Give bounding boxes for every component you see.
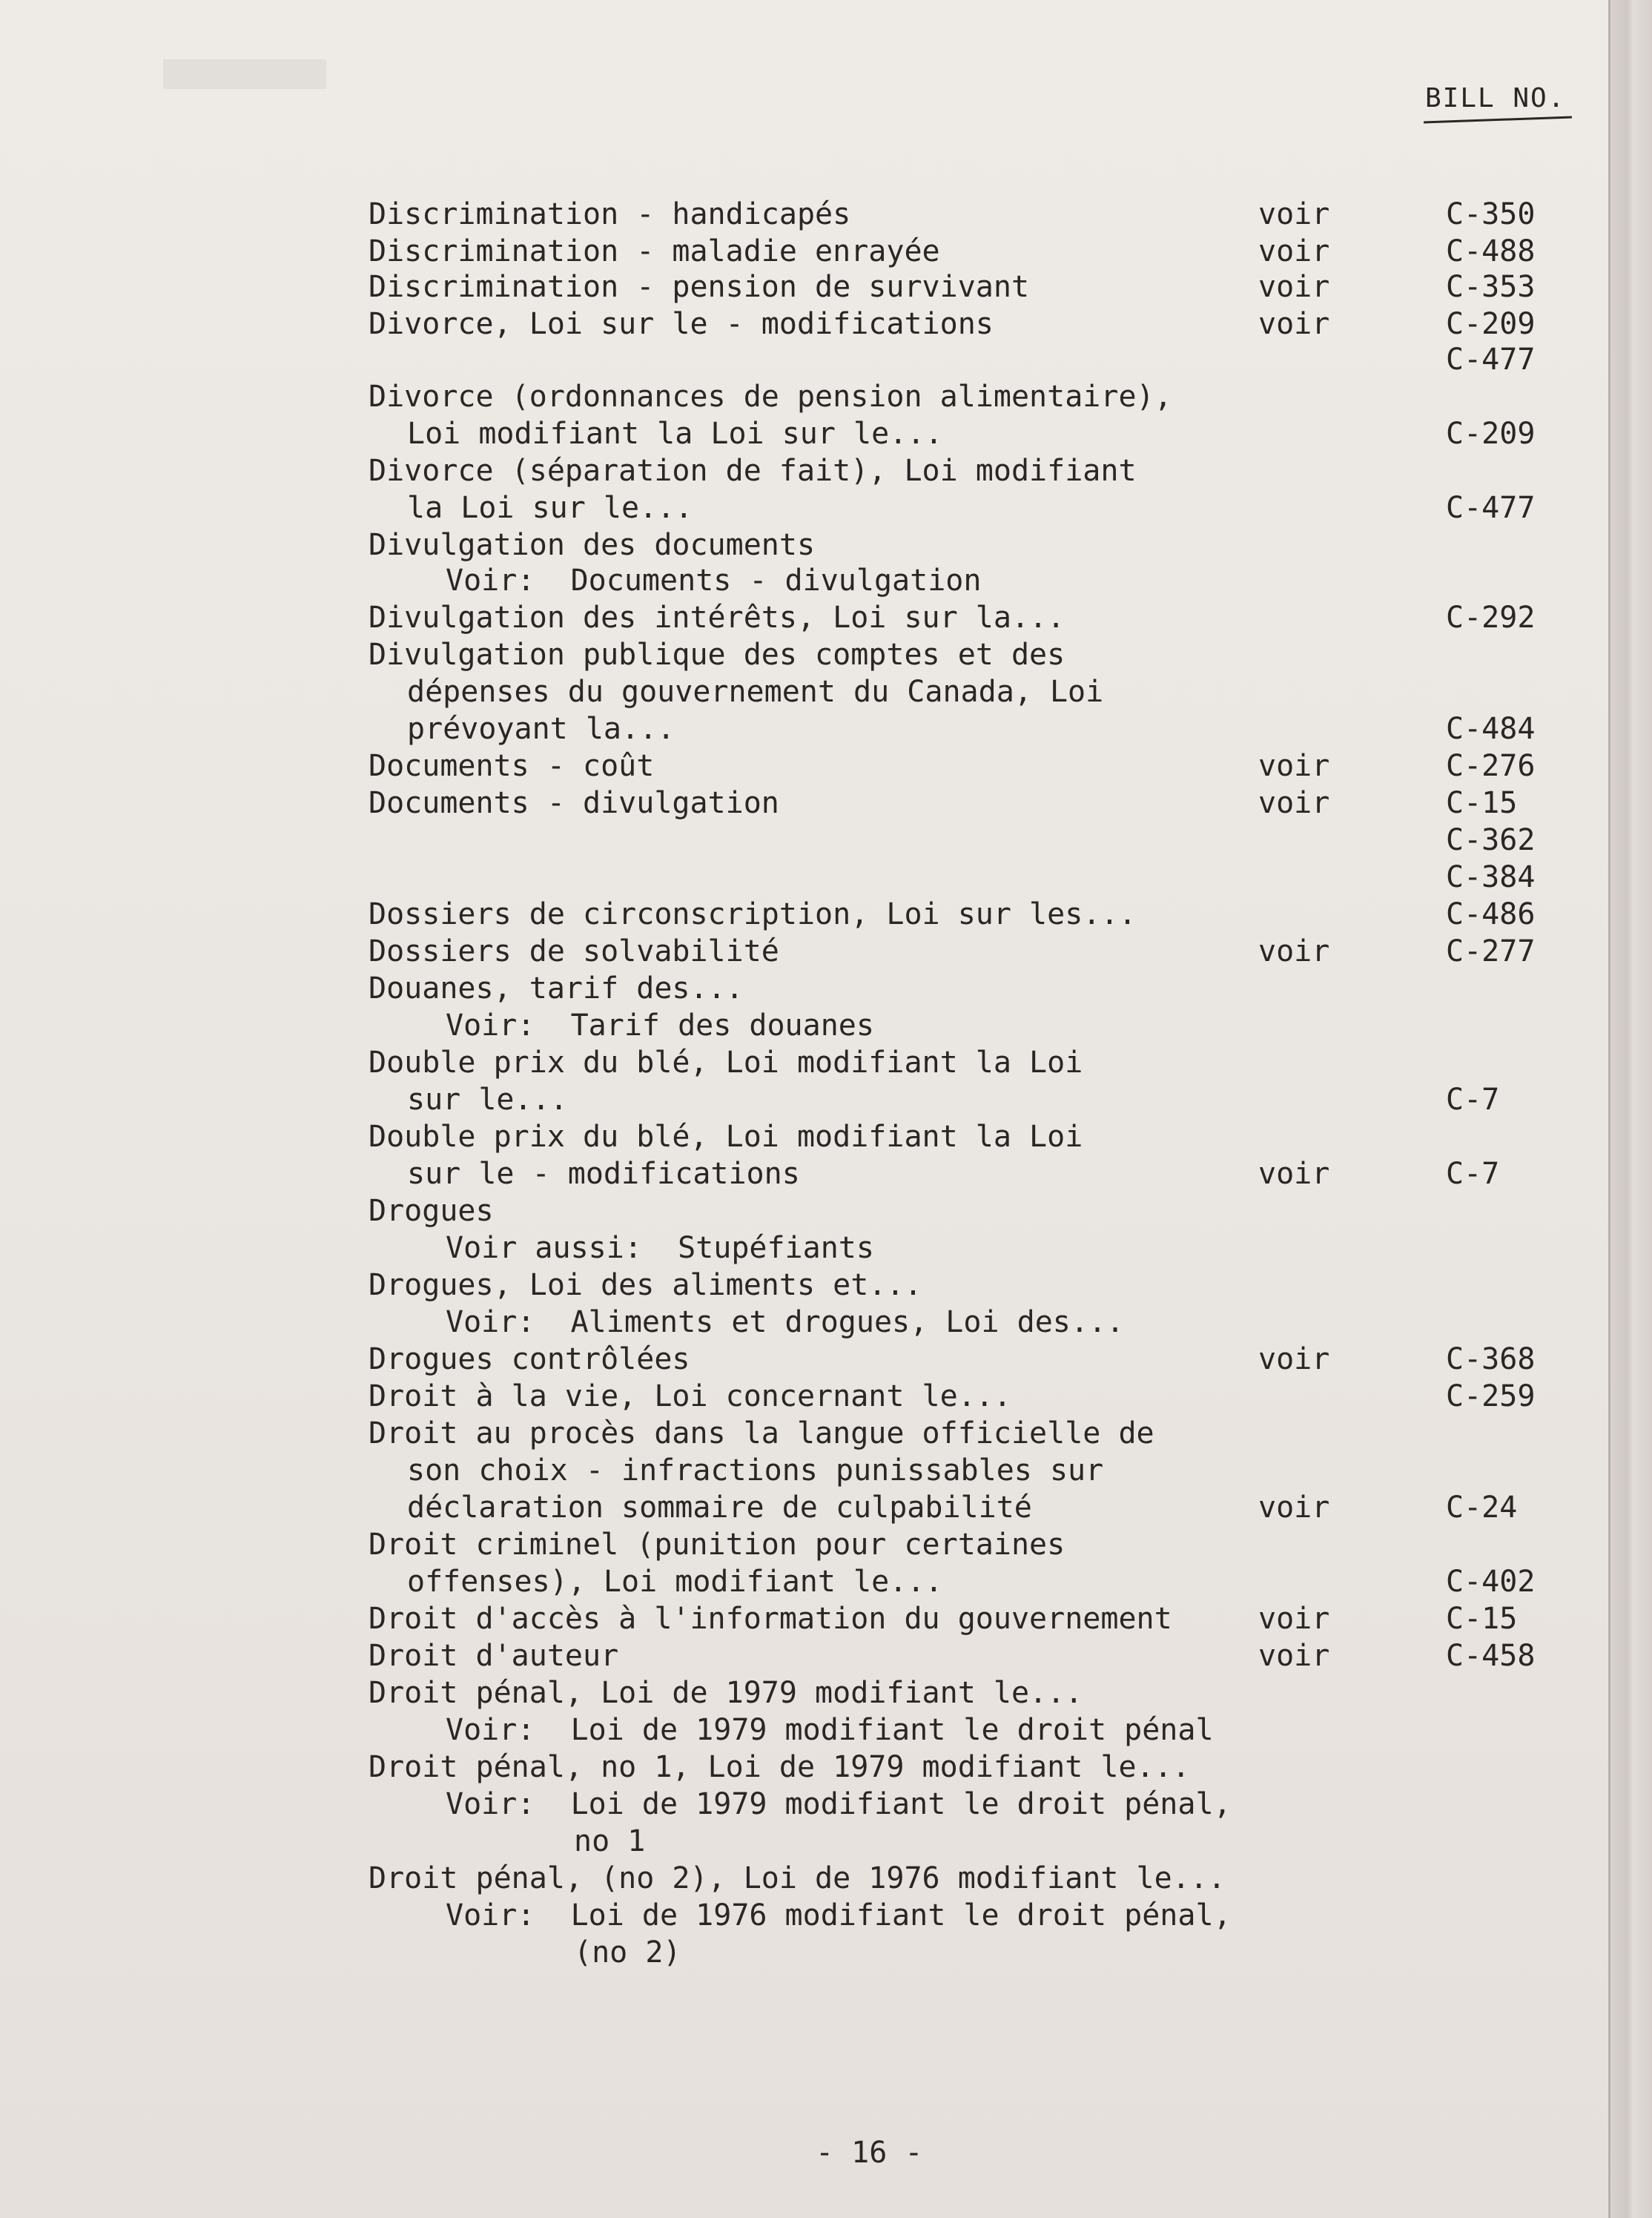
index-entry — [0, 1007, 1652, 1044]
entry-text: Divulgation publique des comptes et des — [369, 638, 1065, 672]
index-entry — [0, 785, 1652, 822]
entry-voir: voir — [1258, 749, 1330, 783]
entry-voir: voir — [1258, 1602, 1330, 1636]
entry-text: Divulgation des intérêts, Loi sur la... — [369, 601, 1065, 635]
entry-text: Voir: Loi de 1976 modifiant le droit pénal, — [446, 1898, 1232, 1933]
entry-bill-number: C-15 — [1446, 786, 1518, 820]
index-entry — [0, 1860, 1652, 1897]
index-entry — [0, 378, 1652, 415]
entry-text: Double prix du blé, Loi modifiant la Loi — [369, 1046, 1083, 1080]
entry-text: Droit pénal, (no 2), Loi de 1976 modifiant le... — [369, 1861, 1226, 1895]
entry-text: dépenses du gouvernement du Canada, Loi — [407, 675, 1104, 709]
index-entry — [0, 489, 1652, 527]
entry-text: Documents - coût — [369, 749, 655, 783]
entry-text: Voir: Aliments et drogues, Loi des... — [446, 1305, 1125, 1339]
index-entry — [0, 933, 1652, 970]
entry-voir: voir — [1258, 197, 1330, 231]
index-entry — [0, 1044, 1652, 1081]
index-entry — [0, 1637, 1652, 1674]
page-number: - 16 - — [816, 2136, 923, 2170]
entry-bill-number: C-350 — [1446, 197, 1536, 231]
index-entry — [0, 896, 1652, 933]
entry-text: Voir aussi: Stupéfiants — [446, 1231, 874, 1265]
index-entry — [0, 233, 1652, 270]
entry-text: Documents - divulgation — [369, 786, 779, 820]
entry-text: Discrimination - handicapés — [369, 197, 851, 231]
entry-bill-number: C-276 — [1446, 749, 1536, 783]
index-entry — [0, 1489, 1652, 1526]
entry-text: no 1 — [574, 1824, 646, 1858]
entry-voir: voir — [1258, 1491, 1330, 1525]
entry-bill-number: C-24 — [1446, 1491, 1518, 1525]
index-entry — [0, 527, 1652, 564]
entry-bill-number: C-384 — [1446, 860, 1536, 894]
entry-text: Voir: Tarif des douanes — [446, 1009, 874, 1043]
entry-voir: voir — [1258, 307, 1330, 341]
entry-bill-number: C-259 — [1446, 1379, 1536, 1413]
entry-bill-number: C-458 — [1446, 1639, 1536, 1673]
entry-text: Drogues contrôlées — [369, 1342, 690, 1376]
index-entry — [0, 452, 1652, 489]
index-entry — [0, 747, 1652, 785]
index-entry — [0, 636, 1652, 673]
index-entry — [0, 1230, 1652, 1267]
entry-text: sur le... — [407, 1083, 568, 1117]
entry-text: Droit d'auteur — [369, 1639, 619, 1673]
entry-text: Voir: Loi de 1979 modifiant le droit pénal — [446, 1713, 1214, 1747]
entry-text: Divulgation des documents — [369, 528, 816, 562]
index-entry — [0, 1415, 1652, 1452]
entry-text: Divorce (séparation de fait), Loi modifiant — [369, 454, 1137, 488]
entry-text: Droit au procès dans la langue officielle de — [369, 1416, 1154, 1450]
entry-voir: voir — [1258, 270, 1330, 304]
entry-voir: voir — [1258, 1342, 1330, 1376]
entry-text: Droit à la vie, Loi concernant le... — [369, 1379, 1011, 1413]
entry-bill-number: C-277 — [1446, 934, 1536, 968]
index-entry — [0, 562, 1652, 599]
index-entry — [0, 1526, 1652, 1563]
entry-text: déclaration sommaire de culpabilité — [407, 1491, 1032, 1525]
entry-text: Divorce (ordonnances de pension alimentaire), — [369, 380, 1172, 414]
index-entry — [0, 1712, 1652, 1749]
entry-bill-number: C-486 — [1446, 897, 1536, 931]
index-entry — [0, 673, 1652, 710]
index-entry — [0, 1786, 1652, 1823]
entry-bill-number: C-402 — [1446, 1565, 1536, 1599]
entry-text: (no 2) — [574, 1935, 681, 1970]
entry-bill-number: C-368 — [1446, 1342, 1536, 1376]
entry-bill-number: C-488 — [1446, 234, 1536, 268]
entry-bill-number: C-7 — [1446, 1083, 1500, 1117]
entry-text: Douanes, tarif des... — [369, 971, 744, 1006]
entry-voir: voir — [1258, 1157, 1330, 1191]
index-entry — [0, 1081, 1652, 1118]
entry-text: Dossiers de circonscription, Loi sur les... — [369, 897, 1137, 931]
entry-text: Droit d'accès à l'information du gouvernement — [369, 1602, 1172, 1636]
entry-text: prévoyant la... — [407, 712, 675, 746]
index-entry — [0, 1267, 1652, 1304]
index-entry — [0, 599, 1652, 636]
index-entry — [0, 341, 1652, 378]
index-entry — [0, 415, 1652, 452]
entry-text: Discrimination - maladie enrayée — [369, 234, 940, 268]
entry-bill-number: C-15 — [1446, 1602, 1518, 1636]
entry-bill-number: C-209 — [1446, 417, 1536, 451]
index-entry — [0, 268, 1652, 306]
entry-text: offenses), Loi modifiant le... — [407, 1565, 943, 1599]
index-entry — [0, 1452, 1652, 1489]
bill-number-header: BILL NO. — [1425, 83, 1566, 113]
entry-bill-number: C-292 — [1446, 601, 1536, 635]
index-entry — [0, 1749, 1652, 1786]
entry-voir: voir — [1258, 234, 1330, 268]
entry-text: Droit criminel (punition pour certaines — [369, 1528, 1065, 1562]
index-entry — [0, 1192, 1652, 1230]
index-entry — [0, 306, 1652, 343]
index-entry — [0, 1674, 1652, 1712]
index-entry — [0, 970, 1652, 1007]
entry-text: Loi modifiant la Loi sur le... — [407, 417, 943, 451]
entry-voir: voir — [1258, 786, 1330, 820]
index-entry — [0, 1378, 1652, 1415]
entry-text: Droit pénal, Loi de 1979 modifiant le... — [369, 1676, 1083, 1710]
index-entry — [0, 1934, 1652, 1971]
entry-voir: voir — [1258, 1639, 1330, 1673]
index-entry — [0, 822, 1652, 859]
index-entry — [0, 196, 1652, 233]
entry-text: son choix - infractions punissables sur — [407, 1453, 1104, 1488]
entry-text: Voir: Documents - divulgation — [446, 564, 982, 598]
index-entry — [0, 1118, 1652, 1155]
index-entry — [0, 1155, 1652, 1192]
index-entry — [0, 1304, 1652, 1341]
index-entry — [0, 859, 1652, 896]
entry-text: la Loi sur le... — [407, 491, 693, 525]
index-entry — [0, 1600, 1652, 1637]
entry-bill-number: C-484 — [1446, 712, 1536, 746]
entry-voir: voir — [1258, 934, 1330, 968]
entry-text: Discrimination - pension de survivant — [369, 270, 1030, 304]
entry-bill-number: C-209 — [1446, 307, 1536, 341]
entry-bill-number: C-477 — [1446, 491, 1536, 525]
entry-bill-number: C-477 — [1446, 343, 1536, 377]
index-entry — [0, 1341, 1652, 1378]
entry-text: Drogues — [369, 1194, 494, 1228]
entry-text: Double prix du blé, Loi modifiant la Loi — [369, 1120, 1083, 1154]
entry-text: sur le - modifications — [407, 1157, 800, 1191]
index-entry — [0, 1897, 1652, 1934]
index-entry — [0, 1823, 1652, 1860]
entry-text: Divorce, Loi sur le - modifications — [369, 307, 994, 341]
entry-bill-number: C-362 — [1446, 823, 1536, 857]
index-entry — [0, 710, 1652, 747]
entry-text: Droit pénal, no 1, Loi de 1979 modifiant le... — [369, 1750, 1190, 1784]
entry-text: Dossiers de solvabilité — [369, 934, 779, 968]
entry-bill-number: C-7 — [1446, 1157, 1500, 1191]
entry-text: Voir: Loi de 1979 modifiant le droit pénal, — [446, 1787, 1232, 1821]
entry-bill-number: C-353 — [1446, 270, 1536, 304]
entry-text: Drogues, Loi des aliments et... — [369, 1268, 922, 1302]
index-entry — [0, 1563, 1652, 1600]
